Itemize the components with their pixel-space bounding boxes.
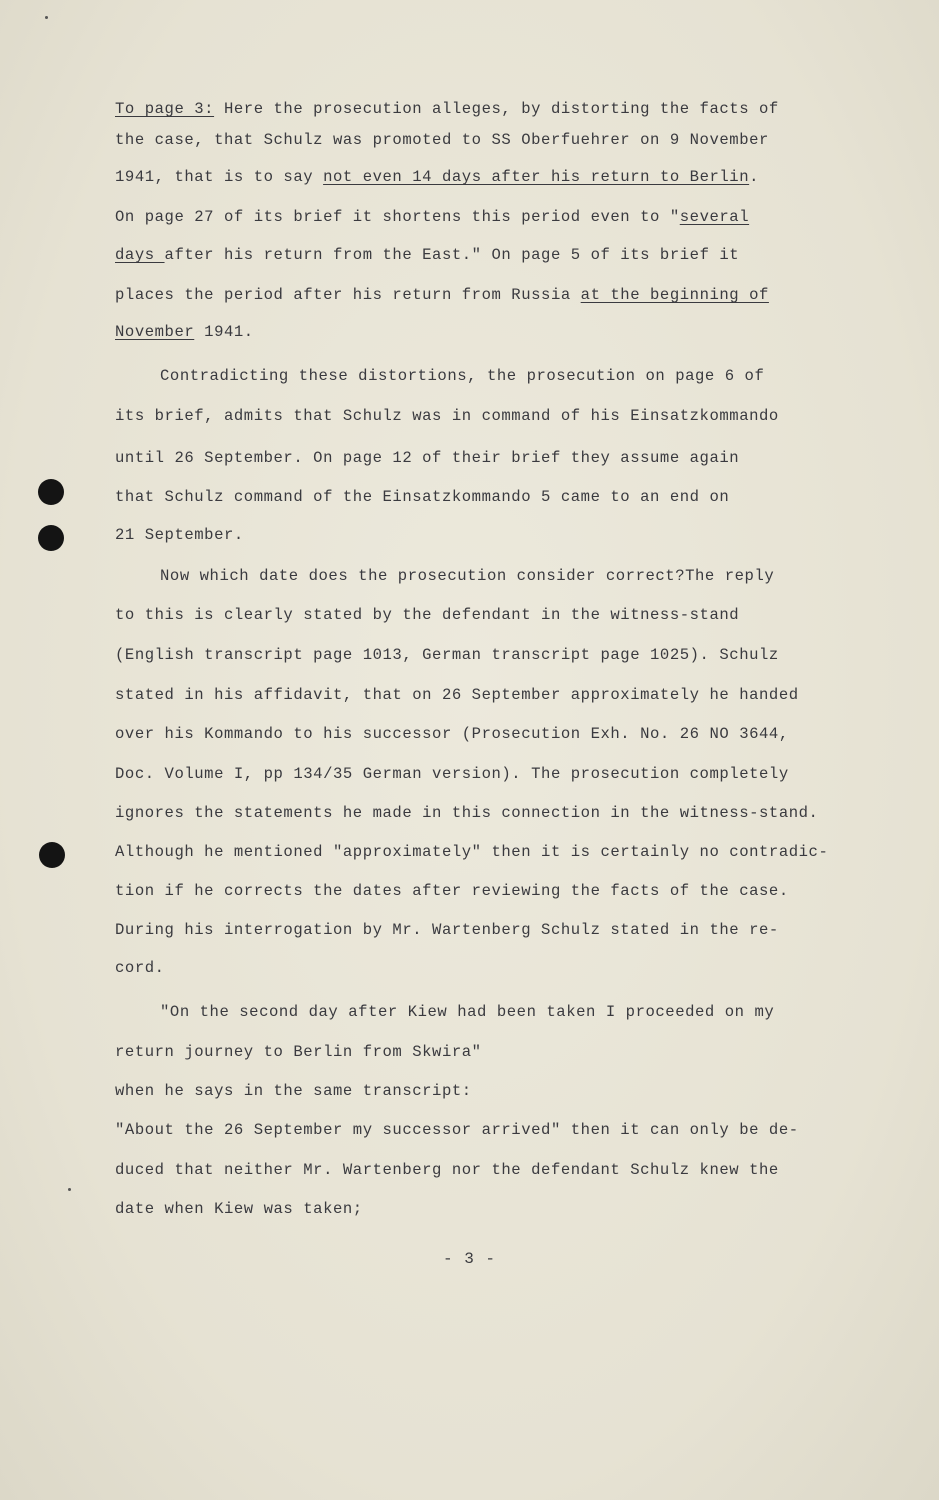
- text-line: During his interrogation by Mr. Wartenberg Schulz stated in the re-: [115, 921, 779, 939]
- text-line: [115, 245, 739, 265]
- text-span: places the period after his return from Russia: [115, 286, 581, 304]
- text-span: .: [749, 168, 760, 186]
- text-span: On page 27 of its brief it shortens this period even to ": [115, 208, 680, 226]
- punch-hole-icon: [38, 479, 64, 505]
- underlined-phrase: November: [115, 323, 195, 341]
- text-line: over his Kommando to his successor (Prosecution Exh. No. 26 NO 3644,: [115, 725, 789, 743]
- quote-line: "About the 26 September my successor arrived" then it can only be de-: [115, 1121, 799, 1139]
- page-reference: To page 3:: [115, 100, 215, 118]
- text-line: Although he mentioned "approximately" then it is certainly no contradic-: [115, 843, 829, 861]
- text-line: stated in his affidavit, that on 26 September approximately he handed: [115, 686, 799, 704]
- text-span: 1941, that is to say: [115, 168, 324, 186]
- text-line: to this is clearly stated by the defendant in the witness-stand: [115, 606, 740, 624]
- speck-mark: [45, 16, 48, 19]
- underlined-phrase: several: [679, 208, 750, 226]
- text-span: 1941.: [194, 323, 254, 341]
- underlined-phrase: days: [115, 246, 165, 264]
- text-line: when he says in the same transcript:: [115, 1082, 472, 1100]
- text-line: Contradicting these distortions, the prosecution on page 6 of: [160, 367, 765, 385]
- text-line: date when Kiew was taken;: [115, 1200, 363, 1218]
- text-line: [115, 207, 749, 227]
- text-line: Now which date does the prosecution consider correct?The reply: [160, 567, 775, 585]
- punch-hole-icon: [38, 525, 64, 551]
- text-line: (English transcript page 1013, German transcript page 1025). Schulz: [115, 646, 779, 664]
- quote-line: "On the second day after Kiew had been taken I proceeded on my: [160, 1003, 775, 1021]
- page-number: - 3 -: [442, 1250, 496, 1268]
- text-line: [115, 167, 759, 187]
- text-line: that Schulz command of the Einsatzkommando 5 came to an end on: [115, 488, 730, 506]
- text-span: Here the prosecution alleges, by distorting the facts of: [214, 100, 779, 118]
- text-line: its brief, admits that Schulz was in command of his Einsatzkommando: [115, 407, 779, 425]
- text-line: until 26 September. On page 12 of their brief they assume again: [115, 449, 740, 467]
- speck-mark: [68, 1188, 71, 1191]
- text-line: tion if he corrects the dates after reviewing the facts of the case.: [115, 882, 789, 900]
- text-line: [115, 285, 769, 305]
- text-line: [115, 130, 769, 150]
- text-line: 21 September.: [115, 526, 244, 544]
- text-line: cord.: [115, 959, 165, 977]
- quote-line: return journey to Berlin from Skwira": [115, 1043, 482, 1061]
- underlined-phrase: not even 14 days after his return to Berlin: [323, 168, 750, 186]
- text-span: the case, that Schulz was promoted to SS Oberfuehrer on 9 November: [115, 131, 769, 149]
- text-line: [115, 99, 779, 119]
- underlined-phrase: at the beginning of: [580, 286, 769, 304]
- text-line: ignores the statements he made in this connection in the witness-stand.: [115, 804, 819, 822]
- text-span: after his return from the East." On page 5 of its brief it: [164, 246, 740, 264]
- text-line: [115, 322, 254, 342]
- text-line: Doc. Volume I, pp 134/35 German version). The prosecution completely: [115, 765, 789, 783]
- punch-hole-icon: [39, 842, 65, 868]
- text-line: duced that neither Mr. Wartenberg nor the defendant Schulz knew the: [115, 1161, 779, 1179]
